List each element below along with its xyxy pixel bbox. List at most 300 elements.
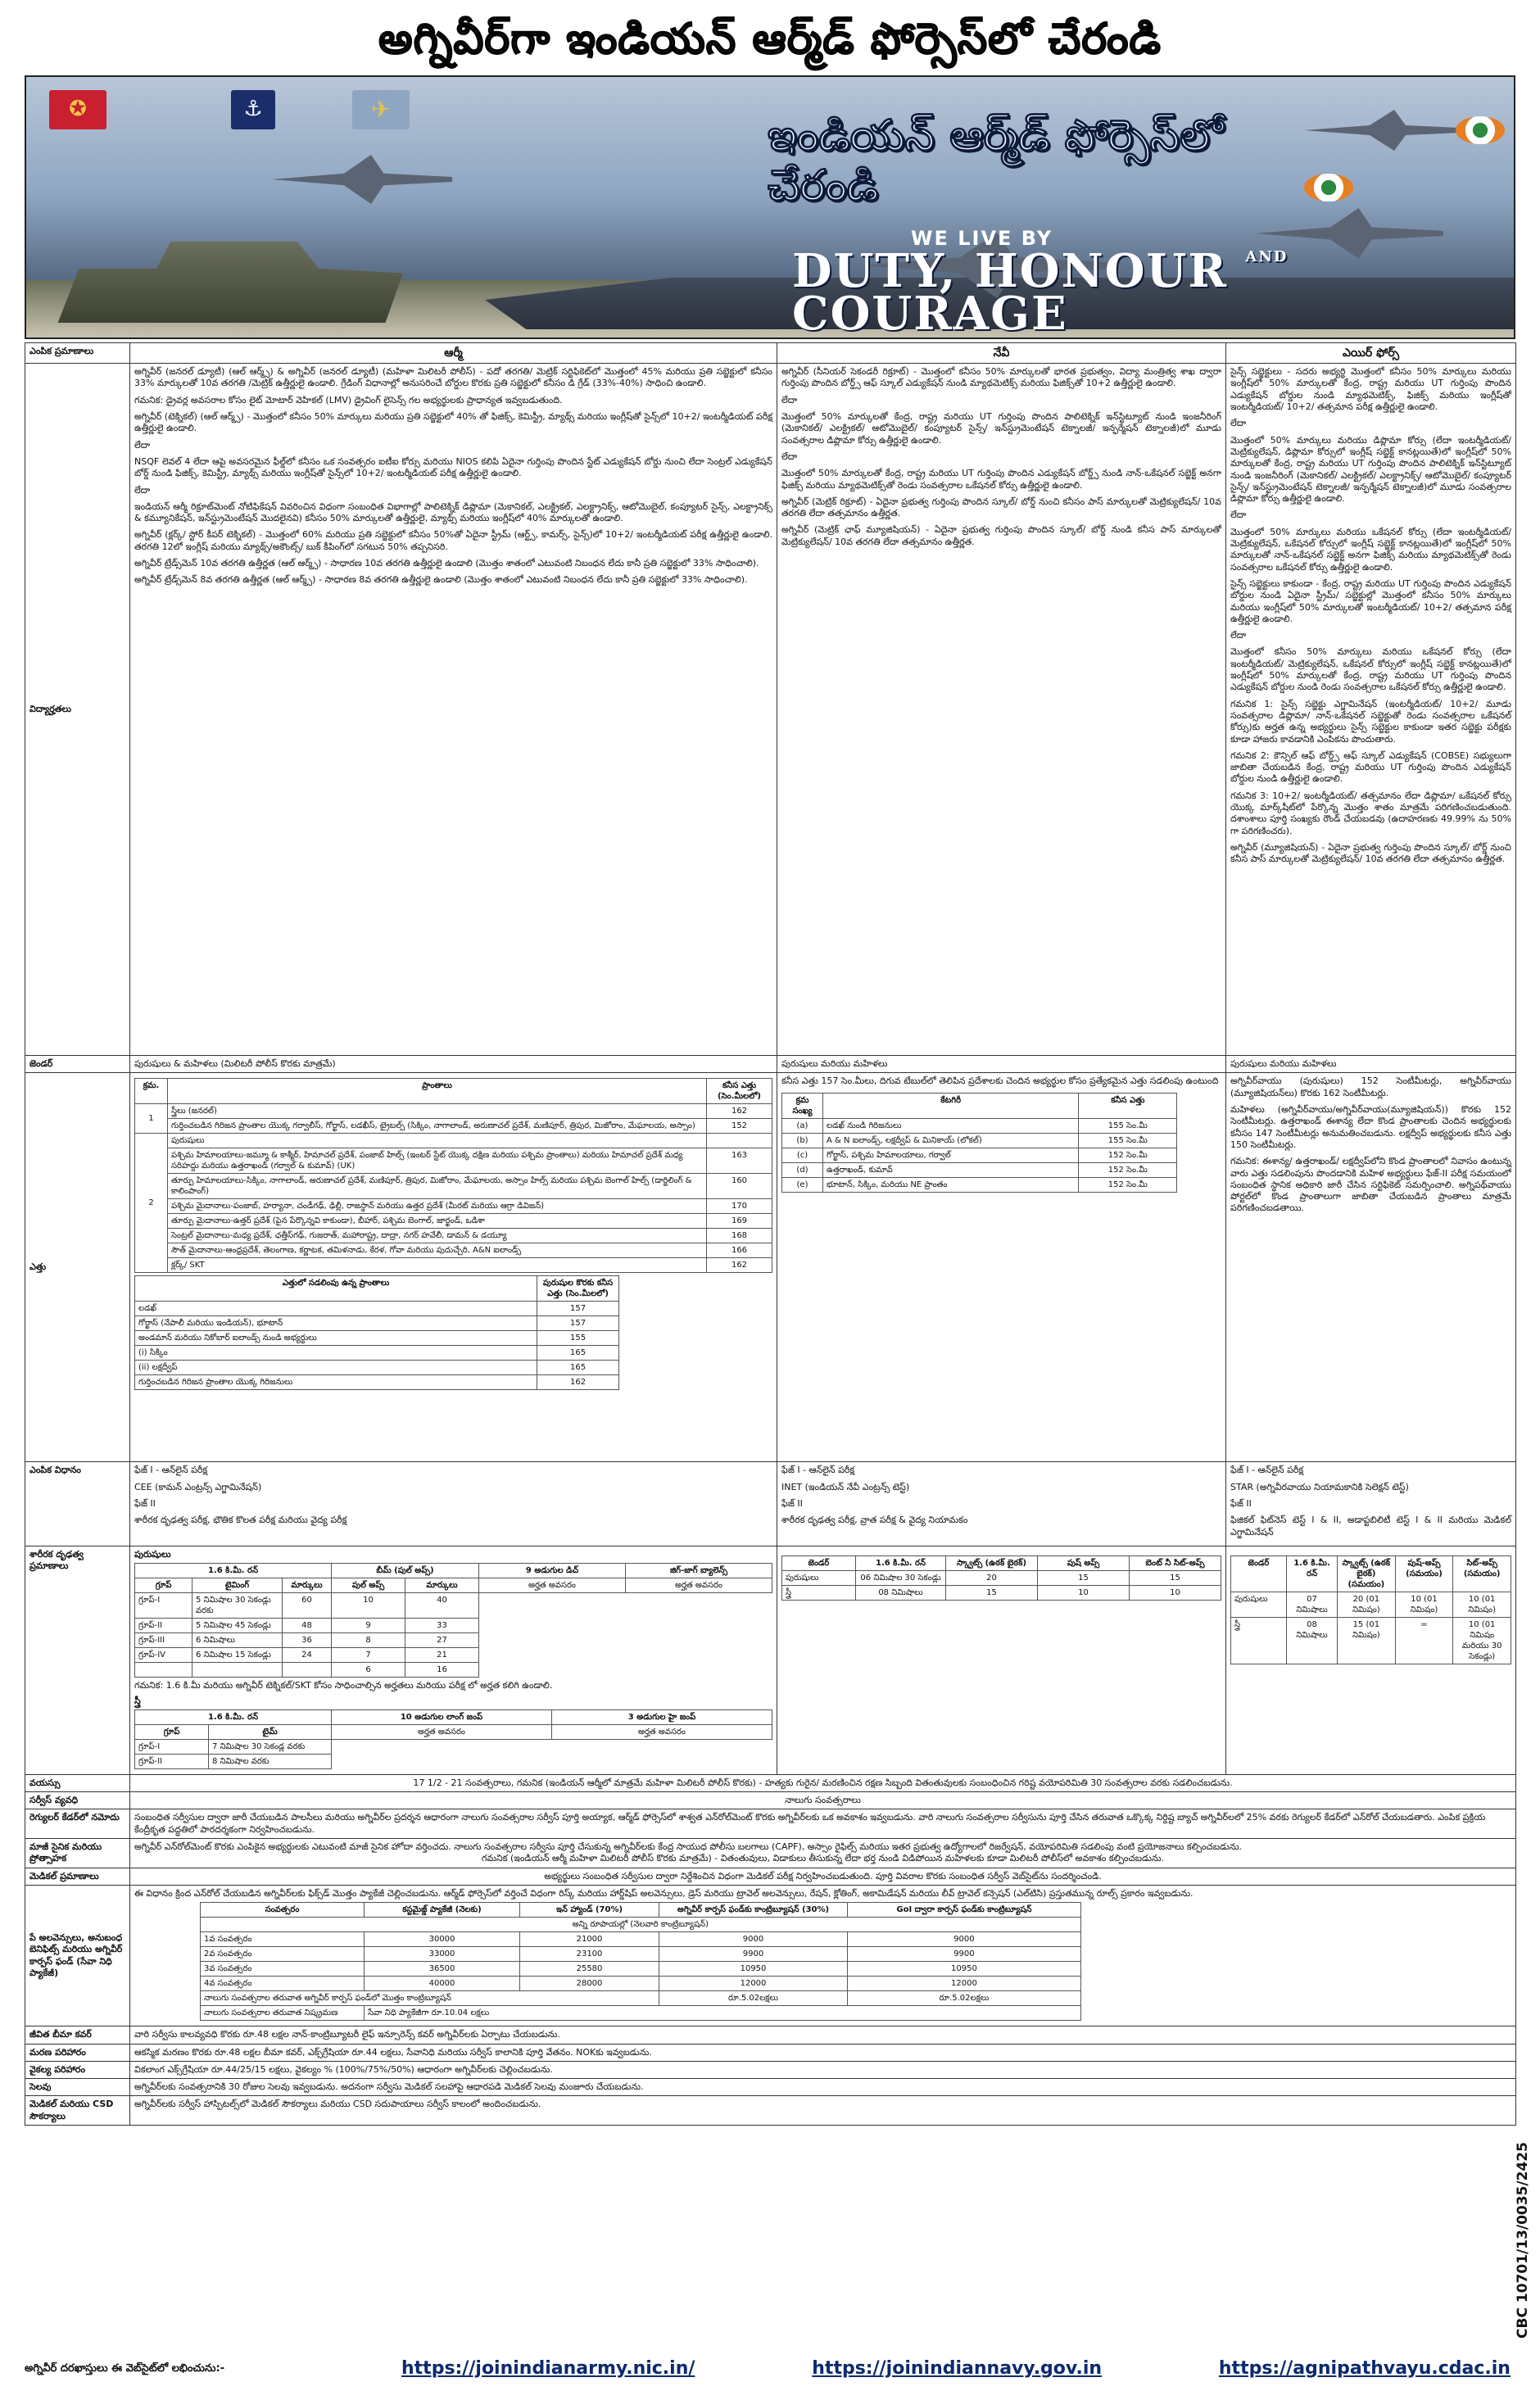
- disability-label: వైకల్య పరిహారం: [25, 2061, 130, 2078]
- headline: అగ్నివీర్‌గా ఇండియన్ ఆర్మ్‌డ్ ఫోర్సెస్‌లో చేరండి: [378, 15, 1162, 65]
- medical-label: మెడికల్ ప్రమాణాలు: [25, 1868, 130, 1885]
- th-serial: క్రమ.: [135, 1079, 168, 1104]
- height-cell: 163: [707, 1148, 772, 1174]
- th-package: కస్టమైజ్డ్ ప్యాకేజీ (నెలకు): [365, 1903, 520, 1918]
- th-run: 1.6 కి.మీ. రన్: [135, 1564, 332, 1578]
- serial-cell: (b): [782, 1133, 823, 1148]
- regular-label: రెగ్యులర్ కేడర్‌లో నమోదు: [25, 1809, 130, 1839]
- pullups-extra: 6: [332, 1663, 405, 1678]
- serial-cell: (a): [782, 1118, 823, 1133]
- fitness-cell: 10: [332, 1593, 405, 1619]
- th-pullups: పుల్ అప్స్: [332, 1578, 405, 1593]
- leave-text: అగ్నివీర్‌లకు సంవత్సరానికి 30 రోజుల సెలవు ఇవ్వబడును. అదనంగా సర్వీసు మెడికల్ సలహాపై ఆధారపడి మెడికల్ సెలవు మంజూరు చేయబడును.: [130, 2079, 1516, 2096]
- medical-row: [25, 1868, 1516, 1885]
- table-row: [135, 1361, 619, 1375]
- th-min-height: కనీస ఎత్తు (సెం.మీలలో): [707, 1079, 772, 1104]
- th-long-jump: 10 అడుగుల లాంగ్ జంప్: [332, 1709, 552, 1724]
- height-cell: 166: [707, 1243, 772, 1258]
- fitness-cell: గ్రూప్-II: [135, 1754, 209, 1768]
- pay-cell: 25580: [520, 1962, 659, 1977]
- paragraph: గమనిక: డ్రైవర్ల అవసరాల కోసం లైట్ మోటార్ వెహికల్ (LMV) డ్రైవింగ్ లైసెన్స్ గల అభ్యర్థులకు ప్రాధాన్యత ఇవ్వబడుతుంది.: [134, 394, 563, 405]
- footer: [25, 2352, 1515, 2385]
- height-cell: 155 సెం.మీ: [1079, 1133, 1177, 1148]
- paragraph: లేదా: [134, 484, 151, 496]
- fitness-cell: 08 నిమిషాలు: [856, 1585, 946, 1600]
- paragraph: మహిళలు (అగ్నివీర్‌వాయు/అగ్నివీర్‌వాయు(మ్యూజిషియన్)) కొరకు 152 సెంటీమీటర్లు. ఉత్తరాఖండ్ ఈశాన్య లేదా కొండ ప్రాంతాలకు చెందిన అభ్యర్థులకు కనీసం 147 సెంటీమీటర్లు అనుమతించబడును. లక్షద్వీప్ అభ్యర్థులకు కనీస ఎత్తు 150 సెంటీమీటర్లు.: [1230, 1104, 1511, 1150]
- th-squats: స్క్వాట్స్ (ఉఠక్ బైఠక్) (సమయం): [1338, 1555, 1396, 1592]
- pay-cell: 23100: [520, 1947, 659, 1962]
- fitness-cell: 15: [1130, 1570, 1221, 1585]
- paragraph: గమనిక: ఈశాన్య/ ఉత్తరాఖండ్/ లక్షద్వీప్‌లోని కొండ ప్రాంతాలలో నివాసం ఉంటున్న వారు ఎత్తు సడలింపును పొందడానికి మహిళ అభ్యర్థులు ఫేజ్-II పరీక్ష సమయంలో సంబంధిత స్థానిక అధికారి జారీ చేసిన సర్టిఫికెట్ సమర్పించాలి. అగ్నిపథ్‌వాయు పోర్టల్‌లో కొండ ప్రాంతాలుగా జాబితా చేయబడిన ప్రాంతాలు మాత్రమే పరిగణించబడతాయి.: [1230, 1156, 1511, 1214]
- th-serial: క్రమ సంఖ్య: [782, 1093, 823, 1118]
- height-cell: 165: [537, 1346, 619, 1361]
- pay-label: పే అలవెన్సులు, అనుబంధ బెనిఫిట్స్ మరియు అగ్నివీర్ కార్పస్ ఫండ్ (సేవా నిధి ప్యాకేజీ): [25, 1885, 130, 2026]
- fitness-cell: 15 (01 నిమిషం): [1338, 1617, 1396, 1664]
- fitness-cell: =: [1395, 1617, 1453, 1664]
- table-row: [782, 1118, 1177, 1133]
- fitness-cell: 20 (01 నిమిషం): [1338, 1592, 1396, 1617]
- category-cell: గోర్ఖాస్, పశ్చిమ హిమాలయాలు, గర్వాల్: [823, 1148, 1079, 1162]
- th-marks: మార్కులు: [283, 1578, 332, 1593]
- army-height-table: [134, 1078, 772, 1273]
- paragraph: అగ్నివీర్ (క్లర్క్/ స్టోర్ కీపర్ టెక్నికల్) - మొత్తంలో 60% మరియు ప్రతి సబ్జెక్టులో కనీసం 50%తో ఏదైనా స్ట్రీమ్ (ఆర్ట్స్, కామర్స్, సైన్స్)లో 10+2/ ఇంటర్మీడియట్ పరీక్ష ఉత్తీర్ణులై ఉండాలి. తరగతి 12లో ఇంగ్లీష్ మరియు మ్యాథ్స్/అకౌంట్స్/ బుక్ కీపింగ్‌లో సగటున 50% తప్పనిసరి.: [134, 529, 772, 552]
- pay-cell: 12000: [659, 1977, 848, 1991]
- airforce-gender: పురుషులు మరియు మహిళలు: [1226, 1056, 1516, 1073]
- pay-cell: [130, 1885, 1516, 2026]
- fitness-cell: 15: [1038, 1570, 1130, 1585]
- navy-height: [777, 1073, 1226, 1462]
- jet-image: [1304, 110, 1468, 151]
- paragraph: అగ్నివీర్ (మ్యూజిషియన్) - ఏదైనా ప్రభుత్వ గుర్తింపు పొందిన స్కూల్/ బోర్డ్ నుంచి కనీస పాస్ మార్కులతో మెట్రిక్యులేషన్/ 10వ తరగతి లేదా తత్సమానం ఉత్తీర్ణత.: [1230, 841, 1511, 865]
- height-cell: 152 సెం.మీ: [1079, 1162, 1177, 1177]
- zigzag-qualify: అర్హత అవసరం: [626, 1578, 772, 1593]
- paragraph: లేదా: [1230, 509, 1247, 521]
- table-row: [782, 1148, 1177, 1162]
- regular-cadre-row: [25, 1809, 1516, 1839]
- region-cell: గుర్తించబడిన గిరిజన ప్రాంతాల యొక్క గర్వాలీస్, గోర్ఖాస్, లడఖీస్, ట్రైబల్స్ (సిక్కిం, నాగాలాండ్, అరుణాచల్ ప్రదేశ్, మణిపూర్, త్రిపుర, మిజోరాం, మేఘాలయ, అస్సాం): [168, 1119, 707, 1134]
- category-cell: A & N ఐలాండ్స్, లక్షద్వీప్ & మినికాయ్ (లోకల్): [823, 1133, 1079, 1148]
- table-row: [201, 1977, 1081, 1991]
- height-cell: 162: [707, 1258, 772, 1273]
- region-cell: పురుషులు: [168, 1134, 707, 1148]
- paragraph: అగ్నివీర్ ట్రేడ్స్‌మెన్ 10వ తరగతి ఉత్తీర్ణత (ఆల్ ఆర్మ్స్) - సాధారణ 10వ తరగతి ఉత్తీర్ణులై ఉండాలి (మొత్తం శాతంలో ఎటువంటి నిబంధన లేదు కానీ ప్రతి సబ్జెక్టులో 33% సాధించాలి).: [134, 558, 759, 569]
- serial-cell: 1: [135, 1104, 168, 1134]
- th-run: 1.6 కి.మీ. రన్: [1287, 1555, 1338, 1592]
- pay-cell: 3వ సంవత్సరం: [201, 1962, 365, 1977]
- paragraph: లేదా: [1230, 630, 1247, 641]
- selection-label: ఎంపిక విధానం: [25, 1462, 130, 1546]
- paragraph: లేదా: [134, 439, 151, 451]
- paragraph: శారీరక దృఢత్వ పరీక్ష, భౌతిక కొలత పరీక్ష మరియు వైద్య పరీక్ష: [134, 1515, 347, 1526]
- table-row: [135, 1633, 772, 1648]
- navy-website-link[interactable]: https://joinindiannavy.gov.in: [812, 2357, 1103, 2379]
- height-cell: 169: [707, 1214, 772, 1229]
- fitness-cell: 15: [946, 1585, 1038, 1600]
- navy-header: నేవీ: [777, 343, 1226, 364]
- table-row: [135, 1375, 619, 1390]
- fitness-cell: పురుషులు: [782, 1570, 856, 1585]
- th-year: సంవత్సరం: [201, 1903, 365, 1918]
- banner: [25, 75, 1515, 339]
- table-row: [782, 1585, 1221, 1600]
- navy-height-intro: కనీస ఎత్తు 157 సెం.మీలు, దిగువ టేబుల్‌లో తెలిపిన ప్రదేశాలకు చెందిన అభ్యర్థుల కోసం ప్రత్యేకమైన ఎత్తు సడలింపు ఉంటుంది: [781, 1075, 1219, 1087]
- leave-label: సెలవు: [25, 2079, 130, 2096]
- table-row: [782, 1570, 1221, 1585]
- table-row: [135, 1243, 772, 1258]
- fitness-cell: 08 నిమిషాలు: [1287, 1617, 1338, 1664]
- jet-image: [272, 155, 452, 204]
- table-row: [135, 1258, 772, 1273]
- serial-cell: (c): [782, 1148, 823, 1162]
- paragraph: ఫేజ్ I - ఆన్‌లైన్ పరీక్ష: [134, 1465, 208, 1476]
- army-header: ఆర్మీ: [130, 343, 777, 364]
- th-situps: బెంట్ నీ సిట్-అప్స్: [1130, 1555, 1221, 1570]
- age-text: 17 1/2 - 21 సంవత్సరాలు, గమనిక (ఇండియన్ ఆర్మీలో మాత్రమే మహిళా మిలిటరీ పోలీస్ కొరకు) - హత్యకు గురైన/ మరణించిన రక్షణ సిబ్బంది వితంతువులకు సంబంధించిన గరిష్ట వయోపరిమితి 30 సంవత్సరాల వరకు సడలించబడును.: [130, 1774, 1516, 1791]
- paragraph: శారీరక దృఢత్వ పరీక్ష, వ్రాత పరీక్ష & వైద్య నియామకం: [781, 1515, 968, 1526]
- table-row: [135, 1346, 619, 1361]
- banner-motto-line1: WE LIVE BY: [911, 227, 1053, 250]
- th-goi: GoI ద్వారా కార్పస్ ఫండ్‌కు కాంట్రిబ్యూషన్: [848, 1903, 1081, 1918]
- pay-total-corpus: రూ.5.02లక్షలు: [659, 1991, 848, 2006]
- paragraph: INET (ఇండియన్ నేవీ ఎంట్రన్స్ టెస్ట్): [781, 1481, 910, 1492]
- region-cell: గుర్తించబడిన గిరిజన ప్రాంతాల యొక్క గిరిజనులు: [135, 1375, 537, 1390]
- pay-cell: 10950: [659, 1962, 848, 1977]
- life-text: వారి సర్వీసు కాలవ్యవధి కొరకు రూ.48 లక్షల నాన్-కాంట్రిబ్యూటరీ లైఫ్ ఇన్సూరెన్స్ కవర్ అగ్నివీర్‌లకు ఏర్పాటు చేయబడును.: [130, 2026, 1516, 2044]
- navy-education: [777, 364, 1226, 1056]
- th-timing: టైమింగ్: [192, 1578, 283, 1593]
- fitness-cell: 33: [405, 1619, 479, 1633]
- gender-label: జెండర్: [25, 1056, 130, 1073]
- navy-gender: పురుషులు మరియు మహిళలు: [777, 1056, 1226, 1073]
- serial-cell: (d): [782, 1162, 823, 1177]
- fitness-cell: 6 నిమిషాల 15 సెకండ్లు: [192, 1648, 283, 1663]
- paragraph: అగ్నివీర్ (మెట్రిక్ ఛాఫ్‌ మ్యూజిషియన్) - ఏదైనా ప్రభుత్వ గుర్తింపు పొందిన స్కూల్/ బోర్డ్ నుండి కనీస పాస్ మార్కులతో మెట్రిక్యులేషన్/ 10వ తరగతి లేదా తత్సమానం ఉత్తీర్ణత.: [781, 524, 1221, 547]
- age-label: వయస్సు: [25, 1774, 130, 1791]
- table-row: [135, 1619, 772, 1633]
- csd-row: [25, 2096, 1516, 2126]
- selection-row: [25, 1462, 1516, 1546]
- paragraph: ఫేజ్ II: [781, 1498, 803, 1510]
- age-row: [25, 1774, 1516, 1791]
- fitness-cell: 8 నిమిషాల వరకు: [209, 1754, 332, 1768]
- roundel-icon: [1456, 116, 1505, 144]
- region-cell: తూర్పు హిమాలయాలు-సిక్కిం, నాగాలాండ్, అరుణాచల్ ప్రదేశ్, మణిపూర్, త్రిపుర, మిజోరాం, మేఘాలయ, అస్సాం హిల్స్ మరియు పశ్చిమ బెంగాల్ హిల్స్ (డార్జిలింగ్ & కాలింపాంగ్): [168, 1174, 707, 1199]
- csd-text: అగ్నివీర్‌లకు సర్వీస్ హాస్పిటల్స్‌లో మెడికల్ సౌకర్యాలు మరియు CSD సదుపాయాలు సర్వీస్ కాలంలో అందించబడును.: [130, 2096, 1516, 2126]
- paragraph: STAR (అగ్నివీరవాయు నియామకానికి సెలెక్షన్ టెస్ట్): [1230, 1481, 1409, 1492]
- marks-extra: 16: [405, 1663, 479, 1678]
- th-gender: జెండర్: [782, 1555, 856, 1570]
- fitness-cell: గ్రూప్-IV: [135, 1648, 192, 1663]
- army-male-label: పురుషులు: [134, 1548, 171, 1560]
- pay-cell: 10950: [848, 1962, 1081, 1977]
- leave-row: [25, 2079, 1516, 2096]
- fitness-cell: 10: [1130, 1585, 1221, 1600]
- fitness-cell: పురుషులు: [1231, 1592, 1287, 1617]
- pay-intro: ఈ విధానం క్రింద ఎన్‌రోల్ చేయబడిన అగ్నివీర్‌లకు ఫిక్స్‌డ్ మొత్తం ప్యాకేజీ చెల్లించబడును. ఆర్మ్‌డ్ ఫోర్సెస్‌లో వర్తించే విధంగా రిస్క్ మరియు హార్డ్‌షిప్ అలవెన్సులు, డ్రెస్ మరియు ట్రావెల్ అలవెన్సులు, రేషన్, క్లోతింగ్, అకామిడేషన్ మరియు లీవ్ ట్రావెల్ కన్సెషన్ (ఎల్‌టిసి) ప్రస్తుతమున్న రూల్స్ ప్రకారం ఇవ్వబడును.: [134, 1887, 1194, 1899]
- highjump-qualify: అర్హత అవసరం: [552, 1724, 772, 1739]
- region-cell: గోర్ఖాస్ (నేపాలీ మరియు ఇండియన్), భూటాన్: [135, 1316, 537, 1331]
- pay-cell: 9000: [848, 1932, 1081, 1947]
- paragraph: ఫేజ్ II: [1230, 1498, 1252, 1510]
- pay-exit-label: నాలుగు సంవత్సరాల తరువాత నిష్క్రమణ: [201, 2006, 365, 2021]
- paragraph: ఫేజ్ II: [134, 1498, 156, 1510]
- th-marks: మార్కులు: [405, 1578, 479, 1593]
- fitness-cell: 60: [283, 1593, 332, 1619]
- paragraph: ఫిజికల్ ఫిట్‌నెస్ టెస్ట్ I & II, అడాప్టబిలిటీ టెస్ట్ I & II మరియు మెడికల్ ఎగ్జామినేషన్: [1230, 1515, 1511, 1537]
- ex-service-note: గమనిక (ఇండియన్ ఆర్మీ మహిళా మిలిటరీ పోలీస్ కొరకు మాత్రమే) - వితంతువులు, విడాకులు తీసుకున్న లేదా భర్త నుండి విడిపోయిన మహిళలకు కూడా మిలిటరీ పోలీస్‌లో అవకాశం కల్పించబడును.: [481, 1853, 1165, 1864]
- paragraph: సైన్స్ సబ్జెక్టులు కాకుండా - కేంద్ర, రాష్ట్ర మరియు UT గుర్తింపు పొందిన ఎడ్యుకేషన్ బోర్డుల నుండి ఏదైనా స్ట్రీమ్/ సబ్జెక్టుల్లో మొత్తంలో కనీసం 50% మార్కులు మరియు ఇంగ్లీష్‌లో 50% మార్కులతో ఇంటర్మీడియట్/ 10+2/ తత్సమాన పరీక్ష ఉత్తీర్ణులై ఉండాలి.: [1230, 577, 1511, 624]
- ex-service-text: అగ్నివీర్ ఎన్‌రోల్‌మెంట్ కొరకు ఎంపికైన అభ్యర్థులకు ఎటువంటి మాజీ సైనిక హోదా వర్తించదు. నాలుగు సంవత్సరాల సర్వీసు పూర్తి చేసుకున్న అగ్నివీర్‌లకు కేంద్ర సాయుధ పోలీసు బలగాలు (CAPF), అస్సాం రైఫిల్స్ మరియు ఇతర ప్రభుత్వ ఉద్యోగాలలో రిజర్వేషన్, వయోపరిమితి సడలింపు వంటి ప్రయోజనాలు కల్పించబడును.: [134, 1841, 1243, 1853]
- fitness-cell: 20: [946, 1570, 1038, 1585]
- pay-exit-text: సేవా నిధి ప్యాకేజీగా రూ.10.04 లక్షలు: [365, 2006, 1081, 2021]
- service-label: సర్వీస్ వ్యవధి: [25, 1792, 130, 1809]
- fitness-cell: 9: [332, 1619, 405, 1633]
- fit-row-extra-empty: [135, 1663, 192, 1678]
- fitness-cell: 40: [405, 1593, 479, 1619]
- ex-service-row: [25, 1839, 1516, 1868]
- height-cell: 157: [537, 1302, 619, 1316]
- region-cell: (i) సిక్కిం: [135, 1346, 537, 1361]
- death-row: [25, 2044, 1516, 2061]
- paragraph: అగ్నివీర్ (జనరల్ డ్యూటీ) (ఆల్ ఆర్మ్స్) & అగ్నివీర్ (జనరల్ డ్యూటీ) (మహిళా మిలిటరీ పోలీస్) - పదో తరగతి/ మెట్రిక్ సర్టిఫికెట్‌లో మొత్తంలో 45% మరియు ప్రతి సబ్జెక్టులో కనీసం 33% మార్కులతో 10వ తరగతి /మెట్రిక్ ఉత్తీర్ణులై ఉండాలి. గ్రేడింగ్ విధానాల్లో అనుసరించే బోర్డుల కొరకు ప్రతి సబ్జెక్టులో కనీసం డి గ్రేడ్ (33%-40%) సాధించి ఉండాలి.: [134, 366, 772, 389]
- pay-cell: 40000: [365, 1977, 520, 1991]
- pay-total-label: నాలుగు సంవత్సరాల తరువాత అగ్నివీర్ కార్పస్ ఫండ్‌లో మొత్తం కాంట్రిబ్యూషన్: [201, 1991, 659, 2006]
- pay-cell: 9900: [659, 1947, 848, 1962]
- table-row: [135, 1134, 772, 1148]
- paragraph: సైన్స్ సబ్జెక్టులు - సదరు అభ్యర్థి మొత్తంలో కనీసం 50% మార్కులు మరియు ఇంగ్లీష్‌లో 50% మార్కులతో కేంద్ర, రాష్ట్ర మరియు UT గుర్తింపు పొందిన ఎడ్యుకేషన్ బోర్డుల నుండి మ్యాథమెటిక్స్, ఫిజిక్స్ మరియు ఇంగ్లీష్‌తో ఇంటర్మీడియట్/ 10+2/ తత్సమాన పరీక్ష ఉత్తీర్ణులై ఉండాలి.: [1230, 366, 1511, 413]
- footer-label: అగ్నివీర్ దరఖాస్తులు ఈ వెబ్‌సైట్‌లో లభించును:-: [25, 2362, 225, 2375]
- th-relaxed-region: ఎత్తులో సడలింపు ఉన్న ప్రాంతాలు: [135, 1276, 537, 1302]
- pay-cell: 12000: [848, 1977, 1081, 1991]
- th-gender: జెండర్: [1231, 1555, 1287, 1592]
- airforce-selection: [1226, 1462, 1516, 1546]
- region-cell: సెంట్రల్ మైదానాలు-మధ్య ప్రదేశ్, ఛత్తీస్‌గఢ్, గుజరాత్, మహారాష్ట్ర, దాద్రా, నగర్ హవేలీ, డామన్ & డయ్యూ: [168, 1229, 707, 1243]
- airforce-fitness-table: [1230, 1555, 1511, 1664]
- th-run: 1.6 కి.మీ. రన్: [135, 1709, 332, 1724]
- category-cell: ఉత్తరాఖండ్, కుమావ్: [823, 1162, 1079, 1177]
- table-row: [135, 1739, 772, 1754]
- pay-total-goi: రూ.5.02లక్షలు: [848, 1991, 1081, 2006]
- life-insurance-row: [25, 2026, 1516, 2044]
- region-cell: తూర్పు మైదానాలు-ఉత్తర్ ప్రదేశ్ (పైన పేర్కొన్నవి కాకుండా), బీహార్, పశ్చిమ బెంగాల్, జార్ఖండ్, ఒడిశా: [168, 1214, 707, 1229]
- region-cell: లడఖ్: [135, 1302, 537, 1316]
- table-row: [782, 1177, 1177, 1192]
- paragraph: అగ్నివీర్ ట్రేడ్స్‌మెన్ 8వ తరగతి ఉత్తీర్ణత (ఆల్ ఆర్మ్స్) - సాధారణ 8వ తరగతి ఉత్తీర్ణులై ఉండాలి (మొత్తం శాతంలో ఎటువంటి నిబంధన లేదు కానీ ప్రతి సబ్జెక్టులో 33% సాధించాలి).: [134, 574, 748, 586]
- education-label: విద్యార్హతలు: [25, 364, 130, 1056]
- table-row: [201, 1962, 1081, 1977]
- region-cell: అండమాన్ మరియు నికోబార్ ఐలాండ్స్ నుండి అభ్యర్థులు: [135, 1331, 537, 1346]
- th-beam: బీమ్ (పుల్ అప్స్): [332, 1564, 479, 1578]
- pay-cell: 4వ సంవత్సరం: [201, 1977, 365, 1991]
- gender-row: [25, 1056, 1516, 1073]
- height-cell: 152: [707, 1119, 772, 1134]
- fitness-cell: 8: [332, 1633, 405, 1648]
- region-cell: స్త్రీలు (జనరల్): [168, 1104, 707, 1119]
- paragraph: మొత్తంలో 50% మార్కులతో కేంద్ర, రాష్ట్ర మరియు UT గుర్తింపు పొందిన పాలిటెక్నిక్ ఇన్‌స్టిట్యూట్ నుండి ఇంజనీరింగ్ (మెకానికల్/ ఎలక్ట్రికల్/ ఆటోమొబైల్/ కంప్యూటర్ సైన్స్/ ఇన్‌స్ట్రుమెంటేషన్ టెక్నాలజీ/ ఇన్ఫర్మేషన్ టెక్నాలజీ)లో మూడు సంవత్సరాల డిప్లొమా కోర్సు ఉత్తీర్ణులై ఉండాలి.: [781, 411, 1221, 446]
- roundel-icon: [1304, 174, 1353, 202]
- pay-cell: 30000: [365, 1932, 520, 1947]
- army-female-label: స్త్రీ: [134, 1695, 141, 1706]
- navy-fitness: [777, 1546, 1226, 1774]
- th-group: గ్రూప్: [135, 1578, 192, 1593]
- fitness-cell: గ్రూప్-I: [135, 1593, 192, 1619]
- csd-label: మెడికల్ మరియు CSD సౌకర్యాలు: [25, 2096, 130, 2126]
- th-category: కేటగిరీ: [823, 1093, 1079, 1118]
- banner-title: ఇండియన్ ఆర్మ్‌డ్ ఫోర్సెస్‌లో చేరండి: [768, 111, 1224, 211]
- life-label: జీవిత బీమా కవర్: [25, 2026, 130, 2044]
- airforce-emblem-icon: ✈: [352, 90, 410, 129]
- fitness-cell: 7 నిమిషాల 30 సెకండ్ల వరకు: [209, 1739, 332, 1754]
- height-cell: 168: [707, 1229, 772, 1243]
- paragraph: మొత్తంలో కనీసం 50% మార్కులు మరియు ఒకేషనల్ కోర్సు (లేదా ఇంటర్మీడియట్/ మెట్రిక్యులేషన్, ఒకేషనల్ కోర్సులో ఇంగ్లీష్ సబ్జెక్ట్ కానట్లయితే)లో ఇంగ్లీష్‌లో 50% మార్కులతో కేంద్ర, రాష్ట్ర మరియు UT గుర్తింపు పొందిన ఎడ్యుకేషన్ బోర్డుల నుండి రెండు సంవత్సరాల ఒకేషనల్ కోర్సు ఉత్తీర్ణులై ఉండాలి.: [1230, 646, 1511, 693]
- pay-cell: 36500: [365, 1962, 520, 1977]
- airforce-height: [1226, 1073, 1516, 1462]
- table-row: [135, 1104, 772, 1119]
- height-cell: 162: [707, 1104, 772, 1119]
- fitness-cell: 5 నిమిషాల 30 సెకండ్లు వరకు: [192, 1593, 283, 1619]
- paragraph: CEE (కామన్ ఎంట్రన్స్ ఎగ్జామినేషన్): [134, 1481, 262, 1492]
- th-group: గ్రూప్: [135, 1724, 209, 1739]
- army-education: [130, 364, 777, 1056]
- pay-table: [200, 1902, 1081, 2021]
- height-cell: 155: [537, 1331, 619, 1346]
- paragraph: NSQF లెవల్ 4 లేదా ఆపై అవసరమైన ఫీల్డ్‌లో కనీసం ఒక సంవత్సరం ఐటీఐ కోర్సు మరియు NIOS కలిపి ఏదైనా గుర్తింపు పొందిన స్టేట్ ఎడ్యుకేషన్ బోర్డు నుంచి లేదా సెంట్రల్ ఎడ్యుకేషన్ బోర్డ్ నుండి ఫిజిక్స్, కెమిస్ట్రీ, మ్యాథ్స్ మరియు ఇంగ్లీష్‌తో సైన్స్‌లో 10+2/ ఇంటర్మీడియట్ పరీక్ష ఉత్తీర్ణులై ఉండాలి.: [134, 455, 772, 479]
- paragraph: అగ్నివీర్‌వాయు (పురుషులు) 152 సెంటీమీటర్లు, అగ్నివీర్‌వాయు (మ్యూజిషియన్‌లు) కొరకు 162 సెంటీమీటర్లు.: [1230, 1075, 1511, 1098]
- table-row: [135, 1174, 772, 1199]
- table-row: [135, 1119, 772, 1134]
- airforce-header: ఎయిర్ ఫోర్స్: [1226, 343, 1516, 364]
- table-row: [201, 1947, 1081, 1962]
- army-fitness-note: గమనిక: 1.6 కి.మీ మరియు అగ్నివీర్ టెక్నికల్/SKT కోసం సాధించాల్సిన అర్హతలు మరియు పరీక్ష లో అర్హత కలిగి ఉండాలి.: [134, 1680, 553, 1691]
- pay-cell: 1వ సంవత్సరం: [201, 1932, 365, 1947]
- army-emblem-icon: ✪: [49, 90, 106, 129]
- medical-text: అభ్యర్థులు సంబంధిత సర్వీసుల ద్వారా నిర్దేశించిన విధంగా మెడికల్ పరీక్ష నిర్వహించబడుతుంది. పూర్తి వివరాల కొరకు సంబంధిత సర్వీస్ వెబ్‌సైట్‌ను సందర్శించండి.: [130, 1868, 1516, 1885]
- category-cell: లడఖ్ నుండి గిరిజనులు: [823, 1118, 1079, 1133]
- region-cell: పశ్చిమ మైదానాలు-పంజాబ్, హర్యానా, చండీగఢ్, ఢిల్లీ, రాజస్థాన్ మరియు ఉత్తర ప్రదేశ్ (మీరట్ మరియు ఆగ్రా డివిజన్): [168, 1199, 707, 1214]
- region-cell: (ii) లక్షద్వీప్: [135, 1361, 537, 1375]
- army-selection: [130, 1462, 777, 1546]
- pay-cell: 21000: [520, 1932, 659, 1947]
- paragraph: అగ్నివీర్ (సీనియర్ సెకండరీ రిక్రూట్) - మొత్తంలో కనీసం 50% మార్కులతో భారత ప్రభుత్వం, విద్యా మంత్రిత్వ శాఖ ద్వారా గుర్తింపు పొందిన బోర్డ్స్ ఆఫ్ స్కూల్ ఎడ్యుకేషన్ నుండి మ్యాథమెటిక్స్ మరియు ఫిజిక్స్‌తో 10+2 ఉత్తీర్ణులై ఉండాలి.: [781, 366, 1221, 389]
- th-pushups: పుష్-అప్స్ (సమయం): [1395, 1555, 1453, 1592]
- height-cell: 155 సెం.మీ: [1079, 1118, 1177, 1133]
- banner-motto: DUTY, HONOUR $^{AND}$ COURAGE: [792, 244, 1289, 339]
- serial-cell: 2: [135, 1134, 168, 1273]
- th-corpus: అగ్నివీర్ కార్పస్ ఫండ్‌కు కాంట్రిబ్యూషన్ (30%): [659, 1903, 848, 1918]
- th-pushups: పుష్ అప్స్: [1038, 1555, 1130, 1570]
- category-cell: భూటాన్, సిక్కిం, మరియు NE ప్రాంతం: [823, 1177, 1079, 1192]
- paragraph: మొత్తంలో 50% మార్కులతో కేంద్ర, రాష్ట్ర మరియు UT గుర్తింపు పొందిన ఎడ్యుకేషన్ బోర్డ్స్ నుండి నాన్-ఒకేషనల్ సబ్జెక్ట్ అనగా ఫిజిక్స్ మరియు మ్యాథమెటిక్స్‌తో రెండు సంవత్సరాల ఒకేషనల్ కోర్సు ఉత్తీర్ణులై ఉండాలి.: [781, 468, 1221, 491]
- fitness-cell: 10 (01 నిమిషం): [1395, 1592, 1453, 1617]
- table-row: [135, 1199, 772, 1214]
- fitness-cell: 5 నిమిషాల 45 సెకండ్లు: [192, 1619, 283, 1633]
- column-header-row: [25, 343, 1516, 364]
- table-row: [135, 1214, 772, 1229]
- height-cell: 170: [707, 1199, 772, 1214]
- ditch-qualify: అర్హత అవసరం: [479, 1578, 626, 1593]
- fitness-cell: 24: [283, 1648, 332, 1663]
- table-row: [135, 1148, 772, 1174]
- th-situps: సిట్-అప్స్ (సమయం): [1453, 1555, 1511, 1592]
- regular-text: సంబంధిత సర్వీసుల ద్వారా జారీ చేయబడిన పాలసీలు మరియు అగ్నివీర్‌ల ప్రదర్శన ఆధారంగా నాలుగు సంవత్సరాల సర్వీస్ పూర్తి అయ్యాక, ఆర్మ్‌డ్ ఫోర్సెస్‌లో శాశ్వత ఎన్‌రోల్‌మెంట్ కొరకు అగ్నివీర్‌లకు ఒక అవకాశం ఇవ్వబడును. వారి నాలుగు సంవత్సరాల సర్వీసును పూర్తి చేసిన తరువాత ఒక్కొక్క నిర్దిష్ట బ్యాచ్ అగ్నివీర్‌లలో 25% వరకు రెగ్యులర్ కేడర్‌లో ఎన్‌రోల్ చేయబడతారు. ఎంపిక ప్రక్రియ కేంద్రీకృత పద్ధతిలో పారదర్శకంగా నిర్వహించబడును.: [130, 1809, 1516, 1839]
- height-label: ఎత్తు: [25, 1073, 130, 1462]
- navy-emblem-icon: ⚓: [231, 90, 275, 129]
- th-relaxed-height: పురుషుల కొరకు కనీస ఎత్తు (సెం.మీలలో): [537, 1276, 619, 1302]
- height-cell: 165: [537, 1361, 619, 1375]
- pay-cell: 9900: [848, 1947, 1081, 1962]
- education-row: [25, 364, 1516, 1056]
- height-cell: 152 సెం.మీ: [1079, 1148, 1177, 1162]
- death-label: మరణ పరిహారం: [25, 2044, 130, 2061]
- fitness-cell: స్త్రీ: [782, 1585, 856, 1600]
- fitness-cell: 06 నిమిషాల 30 సెకండ్లు: [856, 1570, 946, 1585]
- eligibility-table: [25, 342, 1516, 2126]
- table-row: [1231, 1592, 1511, 1617]
- pay-row: [25, 1885, 1516, 2026]
- table-row: [1231, 1617, 1511, 1664]
- th-run: 1.6 కి.మీ. రన్: [856, 1555, 946, 1570]
- fitness-cell: స్త్రీ: [1231, 1617, 1287, 1664]
- army-website-link[interactable]: https://joinindianarmy.nic.in/: [401, 2357, 695, 2379]
- table-row: [135, 1593, 772, 1619]
- fitness-cell: 6 నిమిషాలు: [192, 1633, 283, 1648]
- airforce-website-link[interactable]: https://agnipathvayu.cdac.in: [1218, 2357, 1511, 2379]
- paragraph: గమనిక 3: 10+2/ ఇంటర్మీడియట్/ తత్సమానం లేదా డిప్లొమా/ ఒకేషనల్ కోర్సు యొక్క మార్క్‌షీట్‌లో పేర్కొన్న మొత్తం శాతం మాత్రమే పరిగణించబడుతుంది. దశాంశాలు పూర్తి సంఖ్యకు రౌండ్ చేయబడవు (ఉదాహరణకు 49.99% ను 50% గా పరిగణించరు).: [1230, 790, 1511, 836]
- th-time: టైమ్: [209, 1724, 332, 1739]
- army-female-fitness-table: [134, 1709, 772, 1769]
- disability-row: [25, 2061, 1516, 2078]
- th-zigzag: జిగ్-జాగ్ బ్యాలెన్స్: [626, 1564, 772, 1578]
- height-row: [25, 1073, 1516, 1462]
- fitness-cell: 10: [1038, 1585, 1130, 1600]
- th-squats: స్క్వాట్స్ (ఉఠక్ బైఠక్): [946, 1555, 1038, 1570]
- army-gender: పురుషులు & మహిళలు (మిలిటరీ పోలీస్ కొరకు మాత్రమే): [130, 1056, 777, 1073]
- table-row: [201, 1932, 1081, 1947]
- region-cell: క్లర్క్/ SKT: [168, 1258, 707, 1273]
- airforce-fitness: [1226, 1546, 1516, 1774]
- fitness-row: [25, 1546, 1516, 1774]
- paragraph: ఫేజ్ I - ఆన్‌లైన్ పరీక్ష: [1230, 1465, 1304, 1476]
- fitness-cell: 7: [332, 1648, 405, 1663]
- pay-cell: 2వ సంవత్సరం: [201, 1947, 365, 1962]
- paragraph: అగ్నివీర్ (టెక్నికల్) (ఆల్ ఆర్మ్స్) - మొత్తంలో కనీసం 50% మార్కులు మరియు ప్రతి సబ్జెక్టులో 40% తో ఫిజిక్స్, కెమిస్ట్రీ, మ్యాథ్స్ మరియు ఇంగ్లీష్‌తో సైన్స్‌లో 10+2/ ఇంటర్మీడియట్ పరీక్ష ఉత్తీర్ణులై ఉండాలి.: [134, 411, 772, 434]
- paragraph: లేదా: [781, 451, 798, 462]
- service-row: [25, 1792, 1516, 1809]
- pay-cell: 9000: [659, 1932, 848, 1947]
- height-cell: 162: [537, 1375, 619, 1390]
- th-in-hand: ఇన్ హ్యాండ్ (70%): [520, 1903, 659, 1918]
- paragraph: మొత్తంలో 50% మార్కులు మరియు ఒకేషనల్ కోర్సు (లేదా ఇంటర్మీడియట్/ మెట్రిక్యులేషన్, ఒకేషనల్ కోర్సులో ఇంగ్లీష్ సబ్జెక్ట్ కానట్లయితే)లో ఇంగ్లీష్‌లో 50% మార్కులతో నాన్-ఒకేషనల్ సబ్జెక్ట్ అనగా ఫిజిక్స్ మరియు మ్యాథమెటిక్స్‌తో రెండు సంవత్సరాల ఒకేషనల్ కోర్సు ఉత్తీర్ణులై ఉండాలి.: [1230, 526, 1511, 573]
- pay-cell: 33000: [365, 1947, 520, 1962]
- tank-image: [51, 233, 403, 323]
- table-row: [135, 1331, 619, 1346]
- paragraph: అగ్నివీర్ (మెట్రిక్ రిక్రూట్) - ఏదైనా ప్రభుత్వ గుర్తింపు పొందిన స్కూల్/ బోర్డ్ నుంచి కనీసం పాస్ మార్కులతో మెట్రిక్యులేషన్/ 10వ తరగతి లేదా తత్సమానం ఉత్తీర్ణత.: [781, 496, 1221, 519]
- region-cell: సౌత్ మైదానాలు-ఆంధ్రప్రదేశ్, తెలంగాణ, కర్ణాటక, తమిళనాడు, కేరళ, గోవా మరియు పుదుచ్చేరి, A&N ఐలాండ్స్: [168, 1243, 707, 1258]
- region-cell: పశ్చిమ హిమాలయాలు-జమ్మూ & కాశ్మీర్, హిమాచల్ ప్రదేశ్, పంజాబ్ హిల్స్ (ఇంటర్ స్టేట్ యొక్క దక్షిణ మరియు పశ్చిమ ప్రాంతాలు) మరియు హిమాచల్ ప్రదేశ్ మధ్య సరిహద్దు మరియు ఉత్తరాఖండ్ (గర్వాల్ & కుమావ్) (UK): [168, 1148, 707, 1174]
- fitness-cell: 48: [283, 1619, 332, 1633]
- th-ditch: 9 అడుగుల డిచ్: [479, 1564, 626, 1578]
- paragraph: గమనిక 2: కౌన్సిల్ ఆఫ్ బోర్డ్స్ ఆఫ్ స్కూల్ ఎడ్యుకేషన్ (COBSE) సభ్యులుగా జాబితా చేయబడిన కేంద్ర, రాష్ట్ర మరియు UT గుర్తింపు పొందిన ఎడ్యుకేషన్ బోర్డుల నుండి ఉత్తీర్ణులై ఉండాలి.: [1230, 749, 1511, 785]
- height-cell: 152 సెం.మీ: [1079, 1177, 1177, 1192]
- army-fitness: [130, 1546, 777, 1774]
- service-text: నాలుగు సంవత్సరాలు: [130, 1792, 1516, 1809]
- table-row: [782, 1162, 1177, 1177]
- airforce-education: [1226, 364, 1516, 1056]
- pay-cell: 28000: [520, 1977, 659, 1991]
- fitness-cell: 36: [283, 1633, 332, 1648]
- ex-service-cell: [130, 1839, 1516, 1868]
- paragraph: గమనిక 1: సైన్స్ సబ్జెక్టు ఎగ్జామినేషన్ (ఇంటర్మీడియట్/ 10+2/ మూడు సంవత్సరాల డిప్లొమా/ నాన్-ఒకేషనల్ సబ్జెక్టుతో రెండు సంవత్సరాల ఒకేషనల్ కోర్సు)కు అర్హత ఉన్న అభ్యర్థులు సైన్స్ సబ్జెక్టుల కాకుండా ఇతర సబ్జెక్టు పరీక్షకు కూడా హాజరు కావడానికి ఎంపికను పొందుతారు.: [1230, 698, 1511, 745]
